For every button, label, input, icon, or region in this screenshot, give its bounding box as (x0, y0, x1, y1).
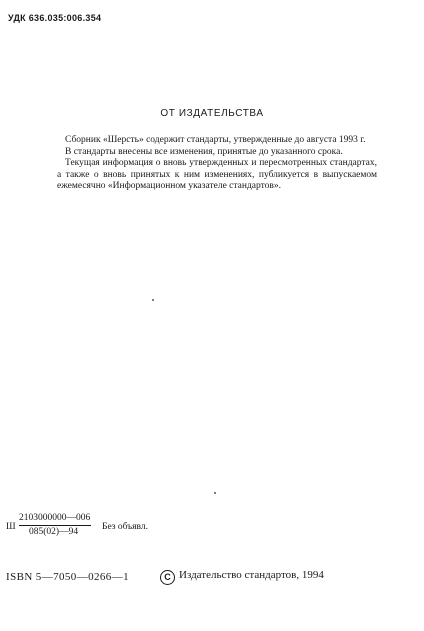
paragraph-changes: В стандарты внесены все изменения, принятые до указанного срока. (65, 146, 343, 157)
page-heading: ОТ ИЗДАТЕЛЬСТВА (160, 108, 264, 119)
print-speck (214, 492, 216, 494)
code-letter: Ш (6, 522, 16, 532)
paragraph-information: Текущая информация о вновь утвержденных и пересмотренных стандартах, а также о вновь принятых к ним изменениях, публикуется в выпускаемом ежемесячно «Информационном указателе стандартов». (57, 158, 377, 192)
copyright-icon: С (160, 570, 175, 585)
publisher-note (57, 135, 377, 193)
print-speck (152, 299, 154, 301)
code-fraction (19, 513, 91, 538)
copyright-text: Издательство стандартов, 1994 (179, 569, 324, 581)
no-announcement-note: Без объявл. (102, 522, 149, 532)
paragraph-collection: Сборник «Шерсть» содержит стандарты, утвержденные до августа 1993 г. (65, 135, 366, 145)
isbn-number: ISBN 5—7050—0266—1 (6, 571, 130, 583)
code-denominator: 085(02)—94 (29, 527, 79, 537)
copyright-line (160, 569, 324, 585)
code-numerator: 2103000000—006 (19, 513, 91, 526)
udk-code: УДК 636.035:006.354 (8, 13, 102, 23)
